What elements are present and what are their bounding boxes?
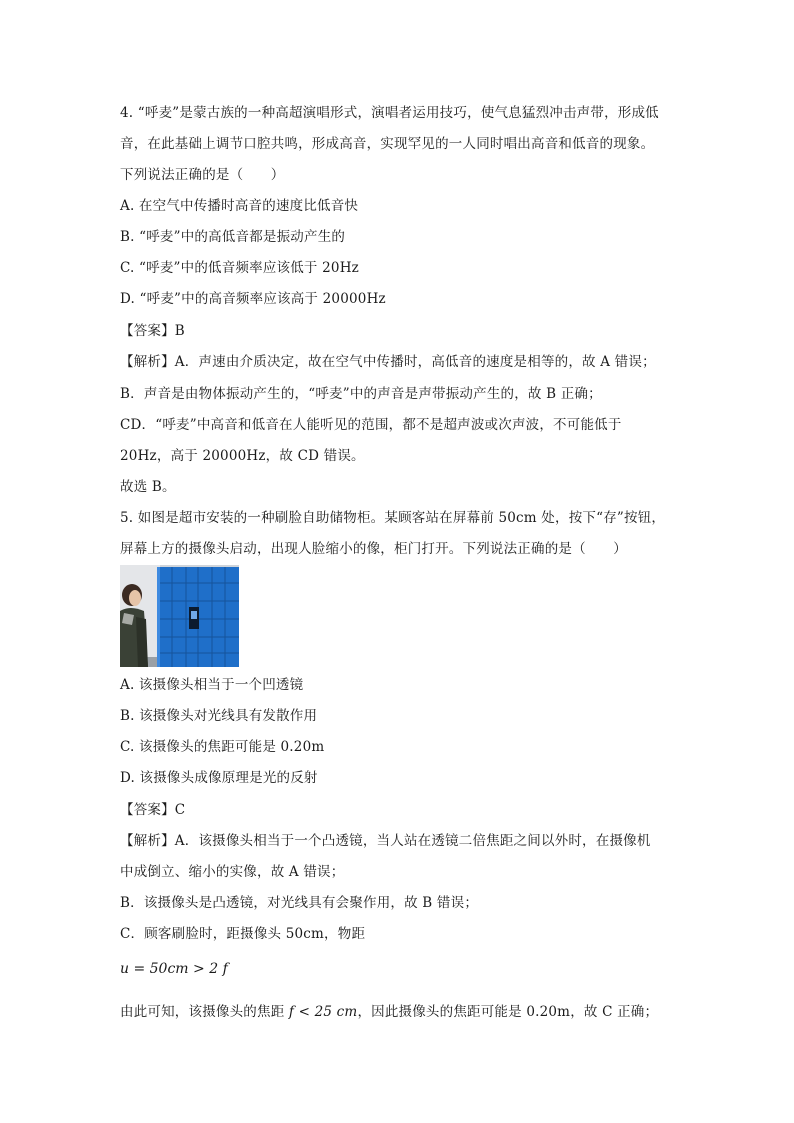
q5-answer: 【答案】C [120,802,186,818]
q5-analysis-line-1: 【解析】A．该摄像头相当于一个凸透镜，当人站在透镜二倍焦距之间以外时，在摄像机 [120,833,651,849]
q5-conclusion [120,1003,658,1021]
q5-stem-line-1: 5. 如图是超市安装的一种刷脸自助储物柜。某顾客站在屏幕前 50cm 处，按下“存”按钮， [120,510,666,526]
q5-conclusion-post: ，因此摄像头的焦距可能是 0.20m，故 C 正确； [357,1004,659,1020]
q4-option-a: A. 在空气中传播时高音的速度比低音快 [120,198,359,214]
locker-photo [120,565,239,667]
q4-analysis-line-5: 故选 B。 [120,479,176,495]
q4-answer: 【答案】B [120,323,185,339]
q5-analysis-line-3: B．该摄像头是凸透镜，对光线具有会聚作用，故 B 错误； [120,895,479,911]
q4-option-d: D. “呼麦”中的高音频率应该高于 20000Hz [120,291,386,307]
q5-analysis-line-2: 中成倒立、缩小的实像，故 A 错误； [120,864,345,880]
q4-analysis-line-2: B．声音是由物体振动产生的，“呼麦”中的声音是声带振动产生的，故 B 正确； [120,386,602,402]
locker-photo-illustration [120,565,239,667]
q5-stem-line-2: 屏幕上方的摄像头启动，出现人脸缩小的像，柜门打开。下列说法正确的是（ ） [120,541,627,557]
q5-conclusion-pre: 由此可知，该摄像头的焦距 [120,1004,289,1020]
q4-option-b: B. “呼麦”中的高低音都是振动产生的 [120,229,346,245]
q4-analysis-line-1: 【解析】A．声速由介质决定，故在空气中传播时，高低音的速度是相等的，故 A 错误； [120,354,656,370]
q4-stem-line-1: 4. “呼麦”是蒙古族的一种高超演唱形式，演唱者运用技巧，使气息猛烈冲击声带，形成低 [120,105,659,121]
q4-stem-line-3: 下列说法正确的是（ ） [120,167,285,183]
q5-option-b: B. 该摄像头对光线具有发散作用 [120,708,318,724]
q5-option-c: C. 该摄像头的焦距可能是 0.20m [120,739,325,755]
q5-analysis-line-4: C．顾客刷脸时，距摄像头 50cm，物距 [120,926,366,942]
q4-analysis-line-4: 20Hz，高于 20000Hz，故 CD 错误。 [120,448,365,464]
q5-formula: u = 50cm > 2 f [120,961,228,977]
q4-option-c: C. “呼麦”中的低音频率应该低于 20Hz [120,260,359,276]
q4-stem-line-2: 音，在此基础上调节口腔共鸣，形成高音，实现罕见的一人同时唱出高音和低音的现象。 [120,136,655,152]
q4-analysis-line-3: CD．“呼麦”中高音和低音在人能听见的范围，都不是超声波或次声波，不可能低于 [120,417,622,433]
q5-option-a: A. 该摄像头相当于一个凹透镜 [120,677,304,693]
q5-option-d: D. 该摄像头成像原理是光的反射 [120,770,318,786]
q5-conclusion-math: f < 25 cm [288,1004,358,1020]
